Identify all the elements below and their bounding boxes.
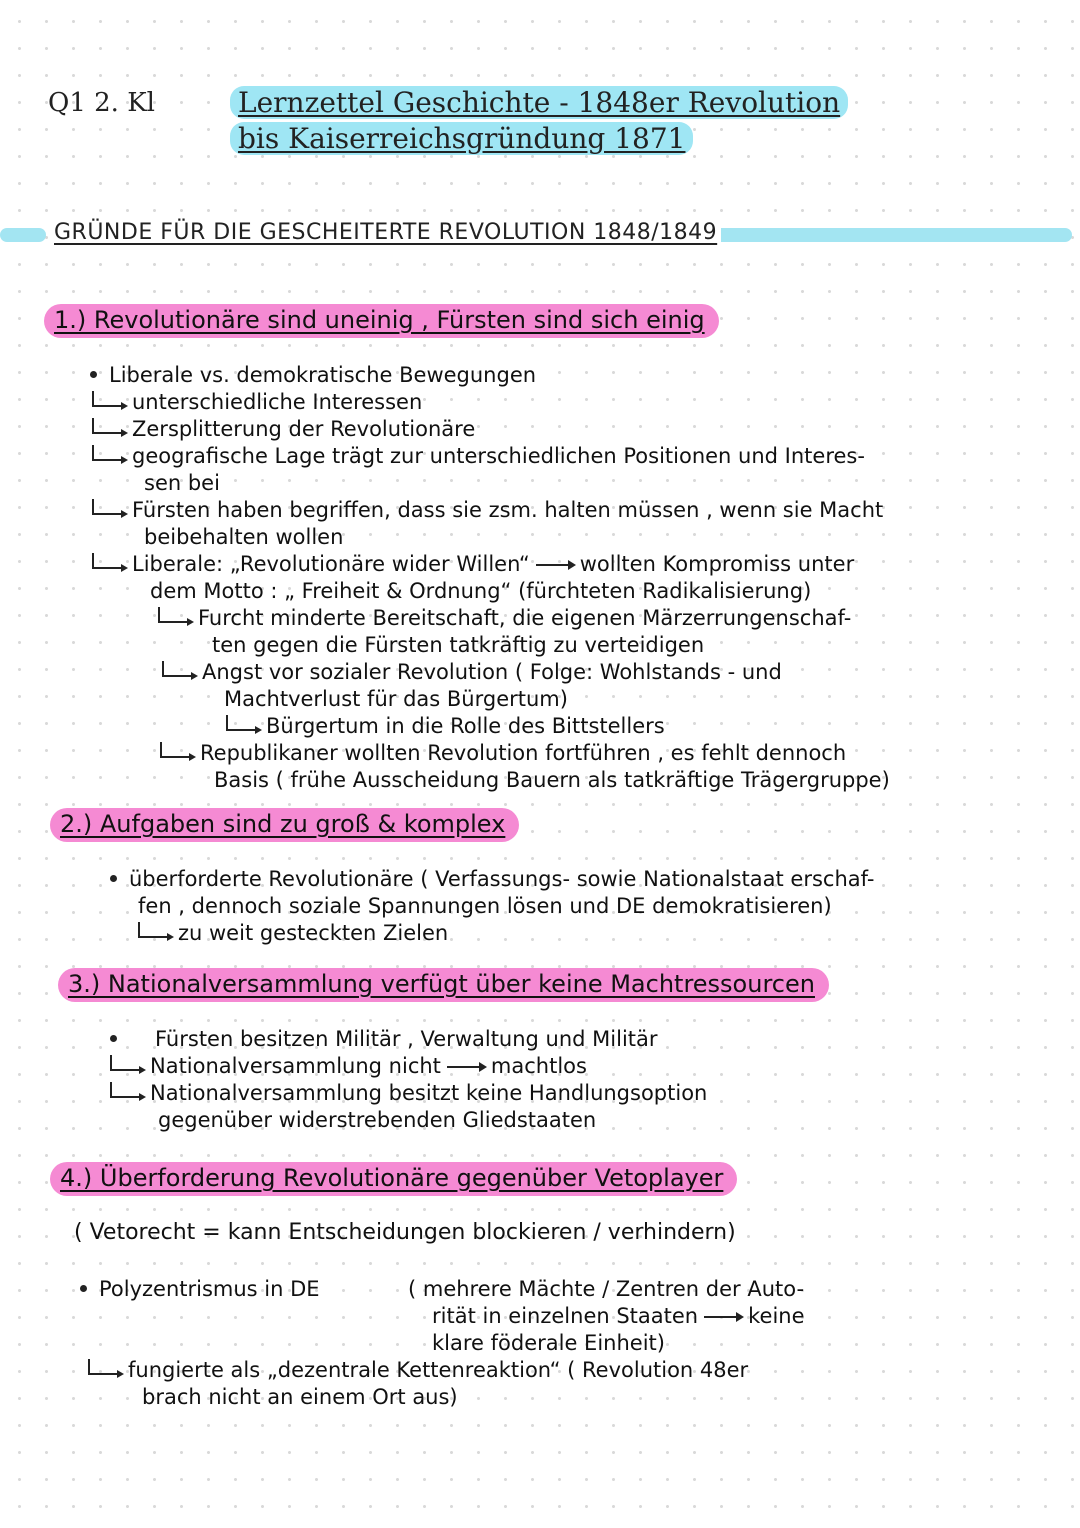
- list-item: Fürsten haben begriffen, dass sie zsm. halten müssen , wenn sie Macht: [92, 497, 883, 523]
- list-item: fungierte als „dezentrale Kettenreaktion“ ( Revolution 48er: [88, 1357, 748, 1383]
- page-title-line-2: bis Kaiserreichsgründung 1871: [230, 122, 693, 155]
- arrow-right-icon: [138, 922, 168, 938]
- reason-2-heading: 2.) Aufgaben sind zu groß & komplex: [50, 808, 519, 842]
- list-item-continued: brach nicht an einem Ort aus): [142, 1385, 458, 1409]
- definition-text: ( Vetorecht = kann Entscheidungen blockieren / verhindern): [74, 1220, 736, 1245]
- list-item: unterschiedliche Interessen: [92, 389, 422, 415]
- arrow-right-icon: [162, 661, 192, 677]
- list-item-continued: ten gegen die Fürsten tatkräftig zu verteidigen: [212, 633, 705, 657]
- bullet-icon: [90, 371, 97, 378]
- list-item: Republikaner wollten Revolution fortführen , es fehlt dennoch: [160, 740, 846, 766]
- reason-4-heading: 4.) Überforderung Revolutionäre gegenüber Vetoplayer: [50, 1162, 737, 1196]
- list-item: Liberale: „Revolutionäre wider Willen“ wollten Kompromiss unter: [92, 551, 854, 577]
- arrow-right-icon: [110, 1055, 140, 1071]
- arrow-right-icon: [88, 1359, 118, 1375]
- list-item: Polyzentrismus in DE: [80, 1276, 320, 1302]
- long-arrow-icon: [704, 1316, 742, 1318]
- arrow-right-icon: [92, 418, 122, 434]
- arrow-right-icon: [160, 742, 190, 758]
- arrow-right-icon: [92, 553, 122, 569]
- list-item: Bürgertum in die Rolle des Bittstellers: [226, 713, 665, 739]
- list-item-continued: klare föderale Einheit): [432, 1331, 665, 1355]
- list-item: geografische Lage trägt zur unterschiedlichen Positionen und Interes-: [92, 443, 865, 469]
- list-item: Angst vor sozialer Revolution ( Folge: Wohlstands - und: [162, 659, 782, 685]
- list-item: Liberale vs. demokratische Bewegungen: [90, 362, 536, 388]
- list-item: Fürsten besitzen Militär , Verwaltung und Militär: [110, 1026, 658, 1052]
- arrow-right-icon: [92, 445, 122, 461]
- section-heading: GRÜNDE FÜR DIE GESCHEITERTE REVOLUTION 1848/1849: [50, 220, 721, 245]
- reason-1-heading: 1.) Revolutionäre sind uneinig , Fürsten sind sich einig: [44, 304, 719, 338]
- list-item-continued: rität in einzelnen Staaten keine: [432, 1304, 805, 1328]
- arrow-right-icon: [92, 391, 122, 407]
- page-title-line-1: Lernzettel Geschichte - 1848er Revolution: [230, 86, 848, 119]
- list-item: zu weit gesteckten Zielen: [138, 920, 448, 946]
- bullet-icon: [110, 875, 117, 882]
- list-item-continued: Basis ( frühe Ausscheidung Bauern als tatkräftige Trägergruppe): [214, 768, 890, 792]
- bullet-icon: [80, 1285, 87, 1292]
- list-item-continued: beibehalten wollen: [144, 525, 344, 549]
- list-item: Nationalversammlung nicht machtlos: [110, 1053, 587, 1079]
- list-item-continued: gegenüber widerstrebenden Gliedstaaten: [158, 1108, 597, 1132]
- arrow-right-icon: [92, 499, 122, 515]
- arrow-right-icon: [226, 715, 256, 731]
- list-item: überforderte Revolutionäre ( Verfassungs- sowie Nationalstaat erschaf-: [110, 866, 874, 892]
- list-item-continued: Machtverlust für das Bürgertum): [224, 687, 568, 711]
- list-item-continued: sen bei: [144, 471, 220, 495]
- list-item-continued: fen , dennoch soziale Spannungen lösen und DE demokratisieren): [138, 894, 832, 918]
- arrow-right-icon: [110, 1082, 140, 1098]
- list-item: Furcht minderte Bereitschaft, die eigenen Märzerrungenschaf-: [158, 605, 851, 631]
- long-arrow-icon: [447, 1066, 485, 1068]
- list-item: Nationalversammlung besitzt keine Handlungsoption: [110, 1080, 707, 1106]
- long-arrow-icon: [536, 564, 574, 566]
- list-item-continued: dem Motto : „ Freiheit & Ordnung“ (fürchteten Radikalisierung): [150, 579, 812, 603]
- list-item-continued: ( mehrere Mächte / Zentren der Auto-: [408, 1277, 805, 1301]
- bullet-icon: [110, 1035, 117, 1042]
- arrow-right-icon: [158, 607, 188, 623]
- class-label: Q1 2. Kl: [48, 88, 155, 118]
- banner-bar-left: [0, 228, 46, 242]
- list-item: Zersplitterung der Revolutionäre: [92, 416, 475, 442]
- reason-3-heading: 3.) Nationalversammlung verfügt über keine Machtressourcen: [58, 968, 829, 1002]
